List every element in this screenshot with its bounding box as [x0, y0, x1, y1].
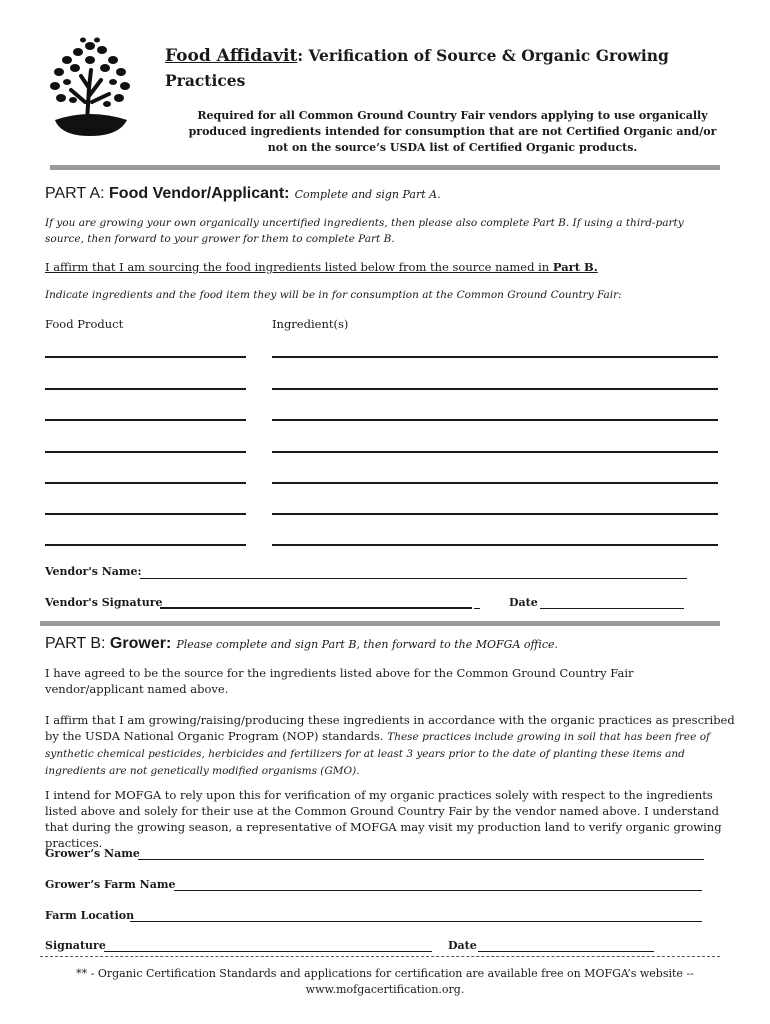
- farm-location-field[interactable]: [130, 921, 702, 922]
- title-continued: Practices: [165, 71, 246, 90]
- part-a-heading: [45, 183, 441, 203]
- divider-bar: [40, 621, 720, 626]
- vendor-date-field[interactable]: [540, 608, 684, 609]
- requirement-text: Required for all Common Ground Country Fair vendors applying to use organically produced ingredients intended for consumption that are not Certified Organic and/or not on the source’s USDA list of Certified Organic products.: [188, 109, 717, 154]
- tree-logo-icon: [45, 36, 135, 138]
- farm-name-label: Grower’s Farm Name: [45, 878, 176, 891]
- vendor-name-label: Vendor's Name:: [45, 565, 142, 578]
- grower-date-label: Date: [448, 939, 477, 952]
- ingredients-field[interactable]: [272, 451, 718, 453]
- divider-bar: [50, 165, 720, 170]
- title-rest: : Verification of Source & Organic Growing: [297, 46, 669, 65]
- p2-text: I affirm that I am growing/raising/producing these ingredients in accordance with the organic practices as prescribed by the USDA National Organic Program (NOP) standards.: [45, 713, 735, 743]
- affirm-text: I affirm that I am sourcing the food ingredients listed below from the source named in: [45, 260, 553, 274]
- grower-signature-field[interactable]: [104, 951, 432, 952]
- farm-location-label: Farm Location: [45, 909, 135, 922]
- part-a-affirm: [45, 259, 598, 275]
- farm-name-field[interactable]: [174, 890, 702, 891]
- grower-date-field[interactable]: [478, 951, 654, 952]
- ingredients-field[interactable]: [272, 544, 718, 546]
- food-product-field[interactable]: [45, 356, 246, 358]
- page-title: [165, 46, 669, 66]
- part-a-title: Food Vendor/Applicant:: [109, 185, 290, 202]
- food-product-field[interactable]: [45, 482, 246, 484]
- part-a-indicate: Indicate ingredients and the food item they will be in for consumption at the Common Ground Country Fair:: [45, 289, 622, 301]
- part-b-title: Grower:: [109, 635, 172, 652]
- footer-divider: [40, 956, 720, 957]
- part-b-heading: [45, 633, 558, 653]
- part-b-instruction: Please complete and sign Part B, then forward to the MOFGA office.: [176, 638, 559, 651]
- part-a-instruction: Complete and sign Part A.: [294, 188, 441, 201]
- part-a-note: If you are growing your own organically uncertified ingredients, then please also complete Part B. If using a third-party source, then forward to your grower for them to complete Part B.: [45, 217, 684, 245]
- ingredients-field[interactable]: [272, 388, 718, 390]
- food-product-field[interactable]: [45, 451, 246, 453]
- grower-name-field[interactable]: [138, 859, 704, 860]
- signature-tail: [474, 608, 480, 609]
- vendor-name-field[interactable]: [140, 578, 687, 579]
- col-ingredients: Ingredient(s): [272, 317, 349, 331]
- grower-name-label: Grower’s Name: [45, 847, 140, 860]
- vendor-signature-label: Vendor's Signature: [45, 596, 163, 609]
- part-b-paragraph-1: I have agreed to be the source for the ingredients listed above for the Common Ground Country Fair vendor/applicant named above.: [45, 666, 634, 696]
- title-underlined: Food Affidavit: [165, 46, 298, 66]
- footer-note: ** - Organic Certification Standards and applications for certification are available free on MOFGA’s website -- www.mofgacertification.org.: [76, 967, 694, 996]
- part-b-label: PART B:: [45, 635, 110, 652]
- ingredients-field[interactable]: [272, 513, 718, 515]
- col-food-product: Food Product: [45, 317, 124, 331]
- food-product-field[interactable]: [45, 419, 246, 421]
- food-product-field[interactable]: [45, 388, 246, 390]
- part-a-label: PART A:: [45, 185, 110, 202]
- p2-italic: These practices include growing in soil that has been free of synthetic chemical pesticides, herbicides and fertilizers for at least 3 years prior to the date of planting these items and ingredients are not genetically modified organisms (GMO).: [45, 731, 710, 777]
- part-b-paragraph-3: I intend for MOFGA to rely upon this for verification of my organic practices solely with respect to the ingredients listed above and solely for their use at the Common Ground Country Fair by the vendor named above. I understand that during the growing season, a representative of MOFGA may visit my production land to verify organic growing practices.: [45, 788, 722, 850]
- part-b-paragraph-2: [45, 712, 735, 779]
- ingredients-field[interactable]: [272, 356, 718, 358]
- ingredients-field[interactable]: [272, 482, 718, 484]
- food-product-field[interactable]: [45, 544, 246, 546]
- vendor-signature-field[interactable]: [160, 607, 472, 609]
- affirm-bold: Part B.: [552, 260, 598, 274]
- grower-signature-label: Signature: [45, 939, 106, 952]
- vendor-date-label: Date: [509, 596, 538, 609]
- food-product-field[interactable]: [45, 513, 246, 515]
- ingredients-field[interactable]: [272, 419, 718, 421]
